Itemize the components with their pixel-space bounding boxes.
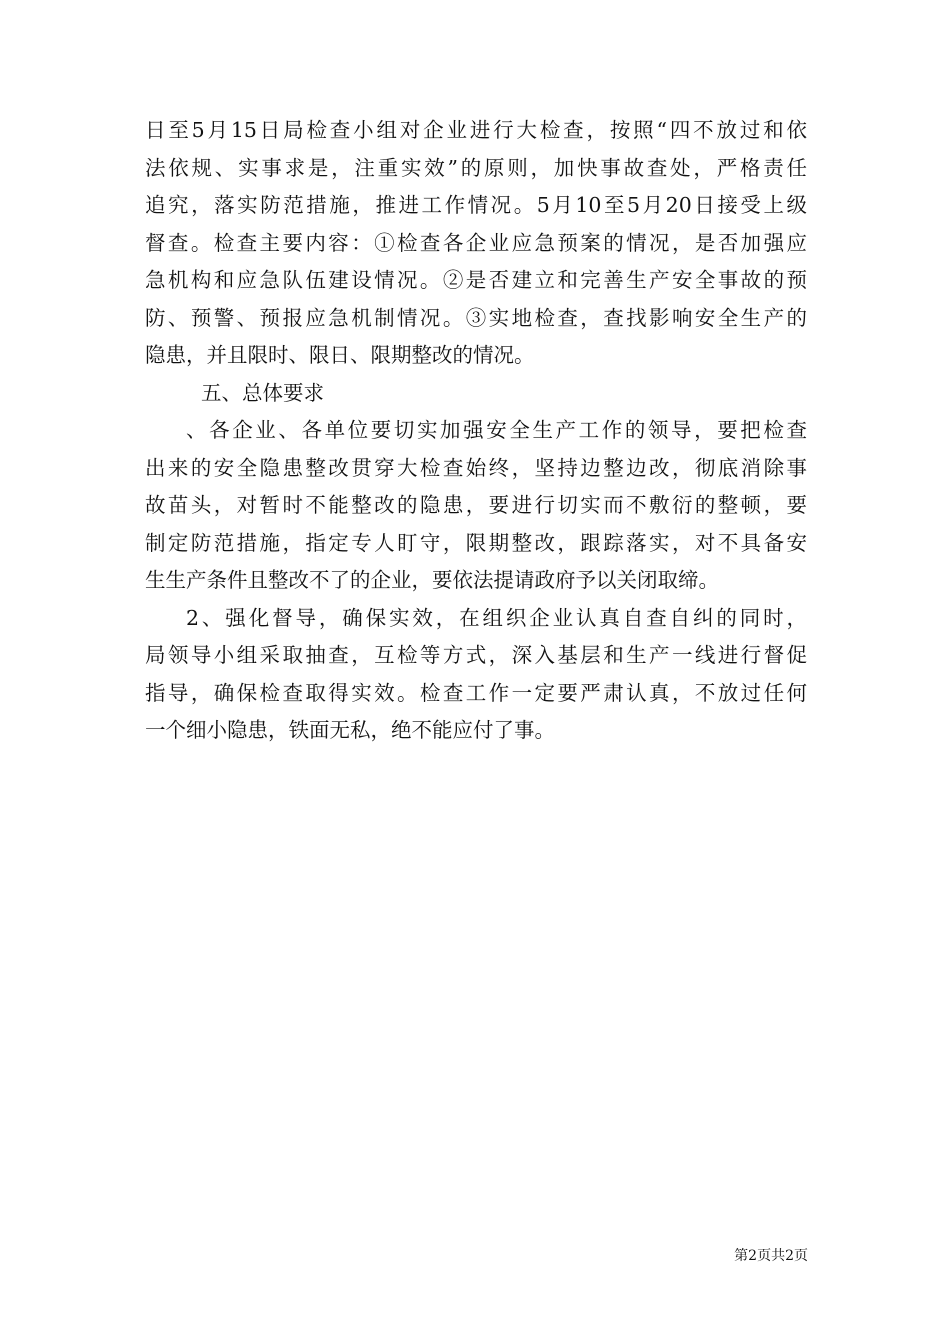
text-line: 法依规、实事求是，注重实效”的原则，加快事故查处，严格责任	[145, 155, 807, 180]
document-body	[145, 112, 807, 750]
text-line: 指导，确保检查取得实效。检查工作一定要严肃认真，不放过任何	[145, 680, 807, 705]
text-line: 出来的安全隐患整改贯穿大检查始终，坚持边整边改，彻底消除事	[145, 455, 807, 480]
text-line: 生生产条件且整改不了的企业，要依法提请政府予以关闭取缔。	[145, 568, 719, 592]
page-number-footer: 第2页共2页	[734, 1248, 808, 1264]
text-line: 督查。检查主要内容：①检查各企业应急预案的情况，是否加强应	[145, 230, 807, 255]
text-line: 急机构和应急队伍建设情况。②是否建立和完善生产安全事故的预	[145, 268, 807, 292]
text-line: 局领导小组采取抽查，互检等方式，深入基层和生产一线进行督促	[145, 643, 807, 667]
text-line: 日至5月15日局检查小组对企业进行大检查，按照“四不放过和依	[145, 118, 807, 142]
section-heading-general-requirements	[145, 375, 807, 413]
section-heading: 五、总体要求	[201, 380, 324, 405]
text-line: 、各企业、各单位要切实加强安全生产工作的领导，要把检查	[186, 418, 807, 442]
text-line: 追究，落实防范措施，推进工作情况。5月10至5月20日接受上级	[145, 193, 807, 217]
paragraph-requirement-2	[145, 600, 807, 750]
text-line: 2、强化督导，确保实效，在组织企业认真自查自纠的同时，	[186, 605, 807, 630]
text-line: 故苗头，对暂时不能整改的隐患，要进行切实而不敷衍的整顿，要	[145, 493, 807, 517]
text-line: 一个细小隐患，铁面无私，绝不能应付了事。	[145, 718, 555, 742]
paragraph-requirement-1	[145, 412, 807, 600]
text-line: 制定防范措施，指定专人盯守，限期整改，跟踪落实，对不具备安	[145, 530, 807, 555]
text-line: 隐患，并且限时、限日、限期整改的情况。	[145, 343, 535, 367]
paragraph-inspection-schedule	[145, 112, 807, 375]
text-line: 防、预警、预报应急机制情况。③实地检查，查找影响安全生产的	[145, 305, 807, 330]
